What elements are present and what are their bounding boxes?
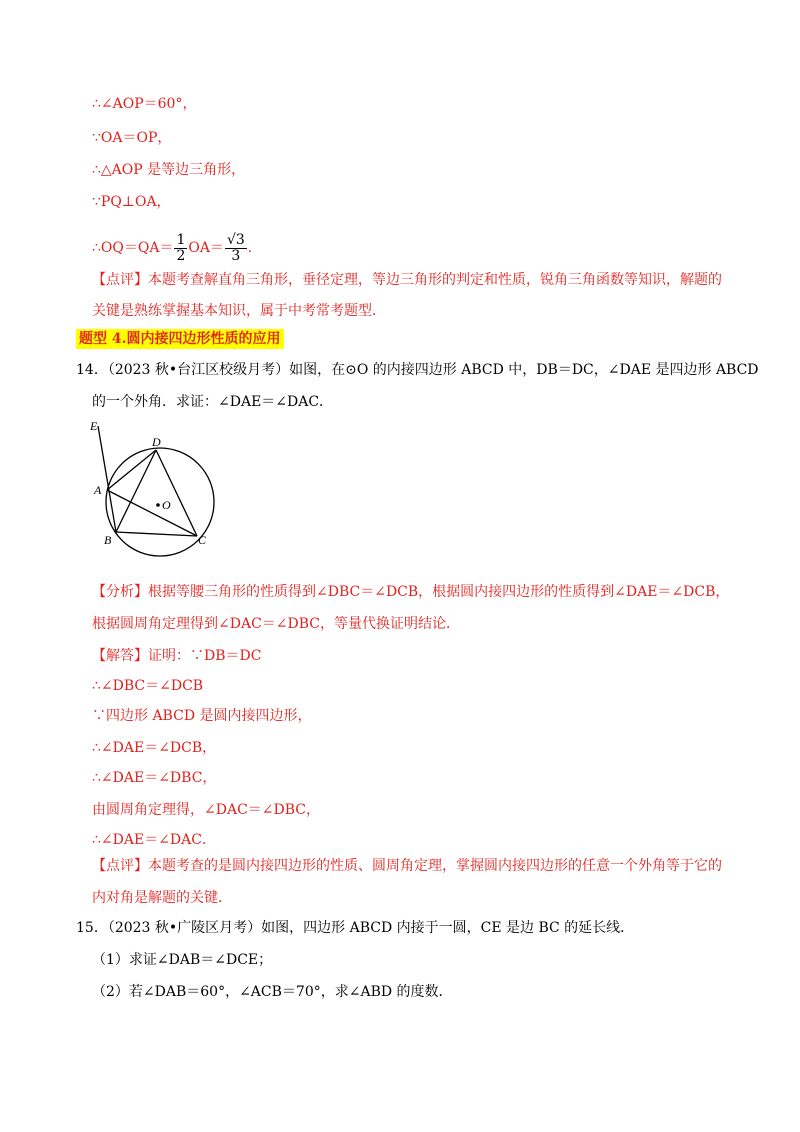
answer-line: ∵四边形 ABCD 是圆内接四边形， — [92, 708, 312, 724]
solution-text: OA＝ — [188, 240, 224, 256]
solution-line: ∴∠AOP＝60°， — [92, 96, 197, 112]
comment-line: 内对角是解题的关键． — [92, 890, 232, 906]
solution-line: ∴△AOP 是等边三角形， — [92, 162, 246, 178]
label-e: E — [90, 419, 98, 433]
answer-line: ∴∠DBC＝∠DCB — [92, 678, 204, 694]
fraction-sqrt3-over-3 — [225, 233, 247, 264]
label-b: B — [104, 533, 112, 547]
fraction-denominator: 2 — [176, 247, 186, 264]
answer-line: ∴∠DAE＝∠DAC． — [92, 832, 216, 848]
question-15-part-2: （2）若∠DAB＝60°，∠ACB＝70°，求∠ABD 的度数． — [92, 984, 453, 1000]
segment-eb — [98, 426, 116, 532]
question-14-stem: 的一个外角．求证：∠DAE＝∠DAC． — [92, 394, 334, 410]
question-15-part-1: （1）求证∠DAB＝∠DCE； — [92, 952, 273, 968]
solution-line-fraction — [92, 226, 262, 270]
segment-dc — [156, 450, 197, 536]
segment-db — [116, 450, 156, 532]
fraction-denominator: 3 — [231, 247, 241, 264]
label-o: O — [162, 498, 171, 512]
fraction-numerator: √3 — [226, 231, 245, 248]
center-dot — [156, 503, 160, 507]
solution-text: ． — [247, 240, 262, 256]
question-14-stem: 14．（2023 秋•台江区校级月考）如图，在⊙O 的内接四边形 ABCD 中，DB＝DC，∠DAE 是四边形 ABCD — [76, 362, 759, 378]
analysis-line: 根据圆周角定理得到∠DAC＝∠DBC，等量代换证明结论． — [92, 616, 460, 632]
solution-text: ∴OQ＝QA＝ — [92, 240, 174, 256]
solution-line: ∵PQ⊥OA， — [92, 194, 171, 210]
segment-bc — [116, 532, 197, 536]
answer-line: 由圆周角定理得，∠DAC＝∠DBC， — [92, 802, 320, 818]
label-c: C — [198, 533, 207, 547]
fraction-one-half — [174, 233, 187, 264]
comment-line: 【点评】本题考查的是圆内接四边形的性质、圆周角定理，掌握圆内接四边形的任意一个外角等于它的 — [92, 858, 722, 874]
analysis-line: 【分析】根据等腰三角形的性质得到∠DBC＝∠DCB，根据圆内接四边形的性质得到∠DAE＝∠DCB， — [92, 584, 730, 600]
fraction-numerator: 1 — [176, 231, 186, 248]
answer-line: ∴∠DAE＝∠DCB， — [92, 740, 217, 756]
label-a: A — [94, 483, 102, 497]
segment-ac — [107, 490, 197, 536]
solution-line: ∵OA＝OP， — [92, 130, 172, 146]
label-d: D — [152, 435, 161, 449]
question-15-stem: 15．（2023 秋•广陵区月考）如图，四边形 ABCD 内接于一圆，CE 是边 BC 的延长线． — [76, 920, 635, 936]
answer-line: ∴∠DAE＝∠DBC， — [92, 770, 217, 786]
comment-line: 关键是熟练掌握基本知识，属于中考常考题型． — [92, 303, 386, 319]
comment-line: 【点评】本题考查解直角三角形，垂径定理，等边三角形的判定和性质，锐角三角函数等知识，解题的 — [92, 272, 722, 288]
answer-line: 【解答】证明：∵DB＝DC — [92, 648, 262, 664]
section-title: 题型 4.圆内接四边形性质的应用 — [76, 329, 284, 349]
geometry-figure — [86, 418, 226, 558]
